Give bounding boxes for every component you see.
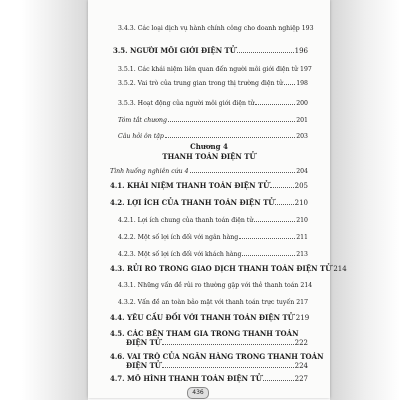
toc-entry-text: 4.3.1. Những vấn đề rủi ro thường gặp với thẻ thanh toán bbox=[118, 282, 299, 289]
toc-entry-summary bbox=[118, 116, 308, 125]
toc-entry-4-2 bbox=[110, 199, 308, 207]
dot-leader bbox=[165, 132, 295, 138]
toc-page-number: 224 bbox=[294, 362, 308, 370]
toc-entry-text: 3.5. NGƯỜI MÔI GIỚI ĐIỆN TỬ bbox=[113, 46, 236, 55]
toc-page-number: 213 bbox=[296, 251, 308, 258]
dot-leader bbox=[284, 79, 295, 85]
page-number-badge: 436 bbox=[187, 387, 209, 399]
toc-entry-3-5 bbox=[113, 47, 308, 55]
toc-entry-4-5 bbox=[126, 339, 308, 347]
toc-page-number: 211 bbox=[296, 234, 308, 241]
toc-entry-3-4-3 bbox=[118, 24, 314, 33]
toc-entry-text: 4.3. RỦI RO TRONG GIAO DỊCH THANH TOÁN ĐIỆN TỬ bbox=[110, 264, 332, 273]
dot-leader bbox=[162, 339, 294, 345]
toc-entry-3-5-3 bbox=[118, 99, 308, 108]
toc-page-number: 205 bbox=[294, 182, 308, 190]
toc-page-number: 193 bbox=[301, 25, 314, 32]
toc-entry-4-3-1 bbox=[118, 281, 313, 290]
dot-leader bbox=[242, 250, 295, 256]
toc-entry-text: Tóm tắt chương bbox=[118, 117, 167, 124]
dot-leader bbox=[254, 216, 295, 222]
dot-leader bbox=[190, 167, 296, 173]
toc-entry-4-6-line1: 4.6. VAI TRÒ CỦA NGÂN HÀNG TRONG THANH TOÁN bbox=[110, 352, 324, 361]
toc-entry-text: ĐIỆN TỬ bbox=[126, 338, 161, 347]
toc-page-number: 200 bbox=[296, 100, 308, 107]
toc-entry-text: ĐIỆN TỬ bbox=[126, 361, 161, 370]
toc-page-number: 204 bbox=[296, 168, 308, 175]
toc-entry-4-7 bbox=[110, 375, 308, 383]
page-stack-right bbox=[330, 0, 400, 400]
toc-entry-text: 3.4.3. Các loại dịch vụ hành chính công cho doanh nghiệp bbox=[118, 25, 300, 32]
toc-entry-text: Câu hỏi ôn tập bbox=[118, 133, 164, 140]
toc-entry-text: 3.5.2. Vai trò của trung gian trong thị trường điện tử bbox=[118, 80, 283, 87]
dot-leader bbox=[239, 233, 295, 239]
toc-entry-4-2-1 bbox=[118, 216, 308, 225]
toc-page-number: 214 bbox=[333, 265, 347, 273]
page-stack-left bbox=[22, 0, 88, 400]
toc-entry-4-3 bbox=[110, 264, 347, 273]
dot-leader bbox=[255, 99, 295, 105]
toc-entry-4-5-line1: 4.5. CÁC BÊN THAM GIA TRONG THANH TOÁN bbox=[110, 329, 299, 338]
toc-entry-text: 3.5.1. Các khái niệm liên quan đến người môi giới điện tử bbox=[118, 66, 299, 73]
toc-entry-review bbox=[118, 132, 308, 141]
toc-page-number: 201 bbox=[296, 117, 308, 124]
toc-entry-3-5-1 bbox=[118, 65, 312, 74]
toc-page-number: 197 bbox=[300, 66, 312, 73]
dot-leader bbox=[275, 199, 293, 205]
toc-entry-4-2-2 bbox=[118, 233, 308, 242]
toc-page-number: 219 bbox=[295, 314, 310, 322]
toc-page-number: 227 bbox=[294, 375, 308, 383]
toc-page-number: 196 bbox=[294, 47, 308, 55]
toc-entry-text: 4.1. KHÁI NIỆM THANH TOÁN ĐIỆN TỬ bbox=[110, 181, 270, 190]
toc-entry-text: 3.5.3. Hoạt động của người môi giới điện tử bbox=[118, 100, 255, 107]
toc-entry-case-study bbox=[110, 167, 308, 176]
toc-entry-4-1 bbox=[110, 182, 308, 190]
toc-page-number: 217 bbox=[296, 299, 309, 306]
toc-entry-text: Tình huống nghiên cứu 4 bbox=[110, 168, 189, 175]
toc-entry-text: 4.2.2. Một số lợi ích đối với ngân hàng bbox=[118, 234, 239, 241]
dot-leader bbox=[270, 182, 293, 188]
dot-leader bbox=[162, 362, 294, 368]
dot-leader bbox=[237, 47, 294, 53]
toc-entry-4-4 bbox=[110, 314, 308, 322]
toc-entry-4-6 bbox=[126, 362, 308, 370]
toc-entry-text: 4.7. MÔ HÌNH THANH TOÁN ĐIỆN TỬ bbox=[110, 374, 262, 383]
toc-entry-text: 4.2. LỢI ÍCH CỦA THANH TOÁN ĐIỆN TỬ bbox=[110, 198, 275, 207]
chapter-title: THANH TOÁN ĐIỆN TỬ bbox=[162, 152, 256, 161]
toc-entry-4-2-3 bbox=[118, 250, 308, 259]
toc-entry-text: 4.4. YÊU CẦU ĐỐI VỚI THANH TOÁN ĐIỆN TỬ bbox=[110, 313, 294, 322]
toc-entry-3-5-2 bbox=[118, 79, 308, 88]
toc-page-number: 203 bbox=[296, 133, 308, 140]
toc-entry-4-3-2 bbox=[118, 298, 308, 307]
dot-leader bbox=[168, 116, 295, 122]
toc-page-number: 214 bbox=[300, 282, 313, 289]
toc-page-number: 222 bbox=[294, 339, 308, 347]
chapter-number: Chương 4 bbox=[190, 142, 228, 151]
toc-page-number: 210 bbox=[294, 199, 308, 207]
toc-entry-text: 4.3.2. Vấn đề an toàn bảo mật với thanh toán trực tuyến bbox=[118, 299, 295, 306]
toc-page-number: 198 bbox=[296, 80, 308, 87]
toc-page-number: 210 bbox=[296, 217, 308, 224]
toc-entry-text: 4.2.3. Một số lợi ích đối với khách hàng bbox=[118, 251, 242, 258]
dot-leader bbox=[263, 375, 294, 381]
toc-entry-text: 4.2.1. Lợi ích chung của thanh toán điện tử bbox=[118, 217, 254, 224]
